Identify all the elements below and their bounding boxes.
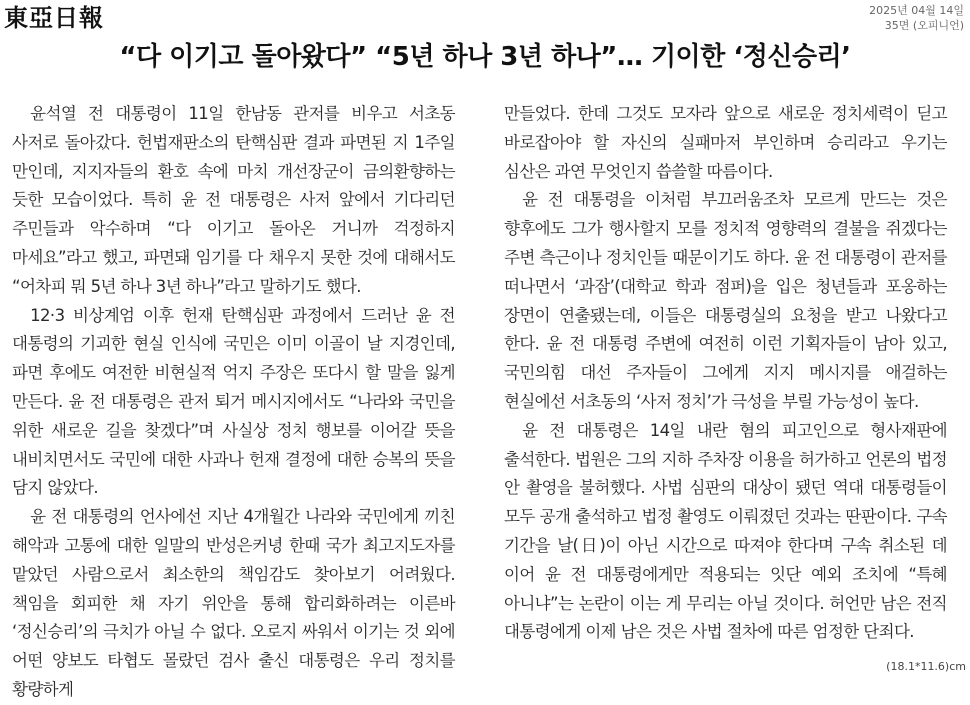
dateline (869, 3, 964, 33)
publication-date: 2025년 04월 14일 (869, 4, 964, 17)
article-headline: “다 이기고 돌아왔다” “5년 하나 3년 하나”… 기이한 ‘정신승리’ (119, 42, 851, 72)
article-paragraph: 윤 전 대통령의 언사에선 지난 4개월간 나라와 국민에게 끼친 해악과 고통에 대한 일말의 반성은커녕 한때 국가 최고지도자를 맡았던 사람으로서 최소한의 책임감도 찾아보기 어려웠다. 책임을 회피한 채 자기 위안을 통해 합리화하려는 이른바 ‘정신승리’의 극치가 아닐 수 없다. 오로지 싸워서 이기는 것 외에 어떤 양보도 타협도 몰랐던 검사 출신 대통령은 우리 정치를 황량하게 (12, 507, 455, 699)
article-column-left (12, 100, 455, 705)
clipping-size-note: (18.1*11.6)cm (886, 660, 966, 673)
article-column-right (504, 100, 947, 647)
article-paragraph: 윤석열 전 대통령이 11일 한남동 관저를 비우고 서초동 사저로 돌아갔다. 헌법재판소의 탄핵심판 결과 파면된 지 1주일 만인데, 지지자들의 환호 속에 마치 개선장군이 금의환향하는 듯한 모습이었다. 특히 윤 전 대통령은 사저 앞에서 기다리던 주민들과 악수하며 “다 이기고 돌아온 거니까 걱정하지 마세요”라고 했고, 파면돼 임기를 다 채우지 못한 것에 대해서도 “어차피 뭐 5년 하나 3년 하나”라고 말하기도 했다. (12, 104, 455, 296)
article-paragraph: 12·3 비상계엄 이후 헌재 탄핵심판 과정에서 드러난 윤 전 대통령의 기괴한 현실 인식에 국민은 이미 이골이 날 지경인데, 파면 후에도 여전한 비현실적 억지 주장은 또다시 할 말을 잃게 만든다. 윤 전 대통령은 관저 퇴거 메시지에서도 “나라와 국민을 위한 새로운 길을 찾겠다”며 사실상 정치 행보를 이어갈 뜻을 내비치면서도 국민에 대한 사과나 헌재 결정에 대한 승복의 뜻을 담지 않았다. (12, 305, 455, 498)
article-paragraph: 윤 전 대통령을 이처럼 부끄러움조차 모르게 만드는 것은 향후에도 그가 행사할지 모를 정치적 영향력의 결불을 쥐겠다는 주변 측근이나 정치인들 때문이기도 하다. 윤 전 대통령이 관저를 떠나면서 ‘과잠’(대학교 학과 점퍼)을 입은 청년들과 포옹하는 장면이 연출됐는데, 이들은 대통령실의 요청을 받고 나왔다고 한다. 윤 전 대통령 주변에 여전히 이런 기획자들이 남아 있고, 국민의힘 대선 주자들이 그에게 지지 메시지를 애걸하는 현실에선 서초동의 ‘사저 정치’가 극성을 부릴 가능성이 높다. (504, 190, 947, 411)
page-section: 35면 (오피니언) (884, 19, 964, 32)
newspaper-logo: 東亞日報 (4, 3, 104, 32)
article-paragraph: 윤 전 대통령은 14일 내란 혐의 피고인으로 형사재판에 출석한다. 법원은 그의 지하 주차장 이용을 허가하고 언론의 법정 안 촬영을 불허했다. 사법 심판의 대상이 됐던 역대 대통령들이 모두 공개 출석하고 법정 촬영도 이뤄졌던 것과는 딴판이다. 구속 기간을 날(日)이 아닌 시간으로 따져야 한다며 구속 취소된 데 이어 윤 전 대통령에게만 적용되는 잇단 예외 조치에 “특혜 아니냐”는 논란이 이는 게 무리는 아닐 것이다. 허언만 남은 전직 대통령에게 이제 남은 것은 사법 절차에 따른 엄정한 단죄다. (504, 420, 947, 642)
article-paragraph-continued: 만들었다. 한데 그것도 모자라 앞으로 새로운 정치세력이 딛고 바로잡아야 할 자신의 실패마저 부인하며 승리라고 우기는 심산은 과연 무엇인지 씁쓸할 따름이다. (504, 104, 947, 181)
